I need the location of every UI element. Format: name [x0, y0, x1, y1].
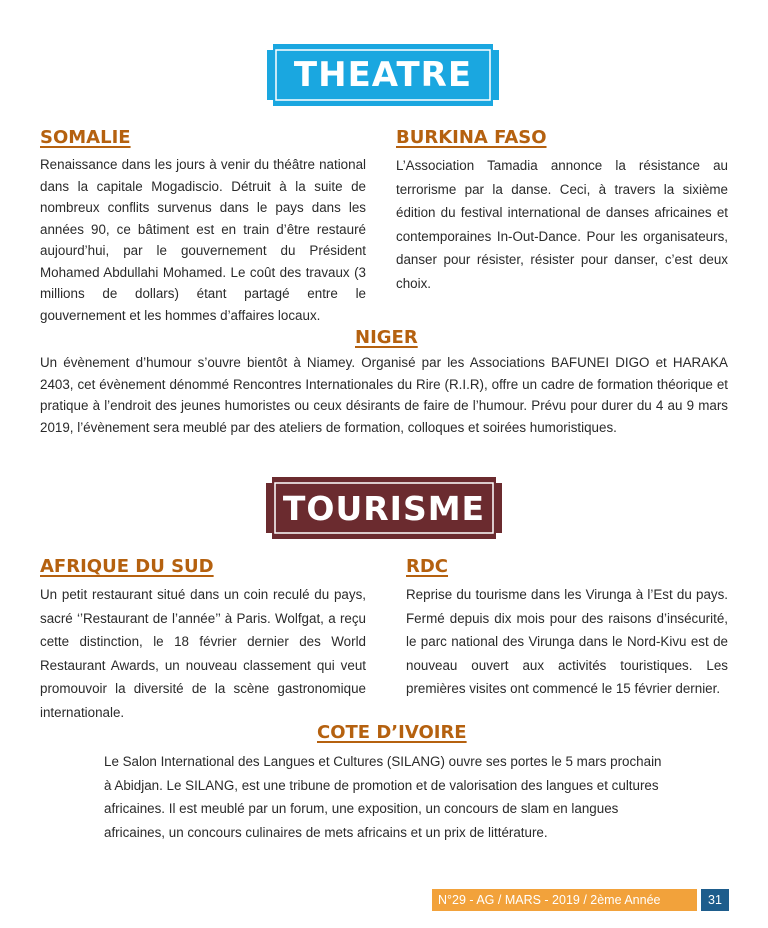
page-number: 31 [701, 889, 729, 911]
rdc-text: Reprise du tourisme dans les Virunga à l’Est du pays. Fermé depuis dix mois pour des raisons d’insécurité, le parc national des Virunga dans le Nord-Kivu est de nouveau ouvert aux activités touristiques. Les premières visites ont commencé le 15 février dernier. [406, 587, 728, 696]
theatre-banner-label: THEATRE [293, 55, 473, 95]
theatre-banner [267, 44, 499, 106]
tourisme-banner [266, 477, 502, 539]
afrique-du-sud-text: Un petit restaurant situé dans un coin reculé du pays, sacré ‘’Restaurant de l’année’’ à Paris. Wolfgat, a reçu cette distinction, le 18 février dernier des World Restaurant Awards, un nouveau classement qui veut promouvoir la diversité de la scène gastronomique internationale. [40, 587, 366, 720]
tourisme-banner-label: TOURISME [282, 488, 486, 528]
somalie-heading: SOMALIE [40, 127, 131, 148]
burkina-heading: BURKINA FASO [396, 127, 547, 148]
cote-divoire-heading: COTE D’IVOIRE [317, 722, 467, 743]
rdc-heading: RDC [406, 556, 449, 577]
somalie-text: Renaissance dans les jours à venir du théâtre national dans la capitale Mogadiscio. Détruit à la suite de nombreux conflits survenus dans le pays dans les années 90, ce bâtiment est en train d’être restauré aujourd’hui, par le gouvernement du Président Mohamed Abdullahi Mohamed. Le coût des travaux (3 millions de dollars) étant partagé entre le gouvernement et les hommes d’affaires locaux. [40, 157, 366, 323]
niger-text: Un évènement d’humour s’ouvre bientôt à Niamey. Organisé par les Associations BAFUNEI DIGO et HARAKA 2403, cet évènement dénommé Rencontres Internationales du Rire (R.I.R), offre un cadre de formation théorique et pratique à l’endroit des jeunes humoristes ou ceux désirants de faire de l’humour. Prévu pour durer du 4 au 9 mars 2019, l’évènement sera meublé par des ateliers de formation, colloques et soirées humoristiques. [40, 355, 728, 435]
issue-info: N°29 - AG / MARS - 2019 / 2ème Année [432, 889, 697, 911]
afrique-du-sud-heading: AFRIQUE DU SUD [40, 556, 214, 577]
cote-divoire-text: Le Salon International des Langues et Cultures (SILANG) ouvre ses portes le 5 mars prochain à Abidjan. Le SILANG, est une tribune de promotion et de valorisation des langues et cultures africaines. Il est meublé par un forum, une exposition, un concours de slam en langues africaines, un concours culinaires de mets africains et un prix de littérature. [104, 754, 662, 840]
burkina-text: L’Association Tamadia annonce la résistance au terrorisme par la danse. Ceci, à travers la sixième édition du festival international de danses africaines et contemporaines In-Out-Dance. Pour les organisateurs, danser pour résister, résister pour danser, c’est deux choix. [396, 158, 728, 291]
niger-heading: NIGER [355, 327, 418, 348]
